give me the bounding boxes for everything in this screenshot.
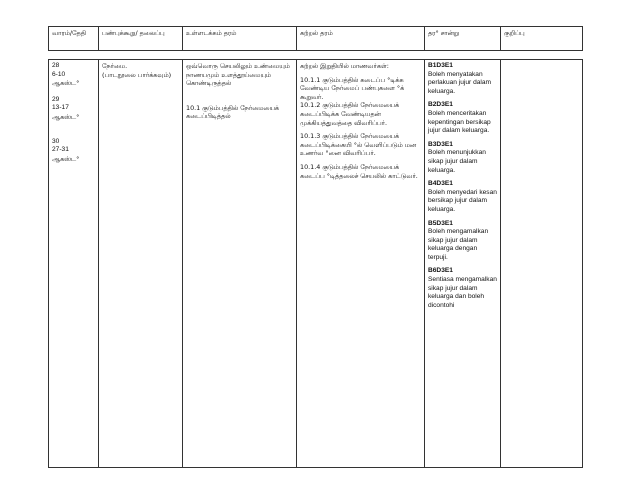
value-cell	[99, 60, 183, 468]
remarks-cell	[501, 60, 583, 468]
evidence-code: B2D3E1	[428, 101, 453, 109]
learning-standard-item: 10.1.1 குடும்பத்தில் கடைப்ப °டிக்க வேண்டிய நேர்மைப் பண்புகளை °க் கூறுவர்.	[300, 75, 405, 101]
week-dates: 13-17	[52, 104, 69, 112]
week-dates: 6-10	[52, 70, 66, 78]
learning-standard-item: 10.1.4 குடும்பத்தில் நேர்மையைக் கடைப்ப °டித்தலைச் செயலில் காட்டுவர்.	[300, 162, 418, 180]
evidence-text: Boleh mengamalkan sikap jujur dalam keluarga dengan terpuji.	[428, 228, 489, 261]
evidence-text: Boleh menyatakan perlakuan jujur dalam keluarga.	[428, 70, 492, 95]
evidence-code: B3D3E1	[428, 140, 453, 148]
evidence-code: B6D3E1	[428, 267, 453, 275]
header-content-standard: உள்ளடக்கம் தரம்	[183, 27, 297, 51]
week-num: 29	[52, 95, 60, 103]
week-month: ஆகஸ்ட°	[52, 79, 80, 88]
evidence-text: Boleh menceritakan kepentingan bersikap jujur dalam keluarga.	[428, 109, 491, 135]
week-cell	[49, 60, 99, 468]
learning-standard-item: 10.1.2 குடும்பத்தில் நேர்மையைக் கடைப்பிடிக்க வேண்டியதன் முக்கியத்துவத்தை விவரிப்பர்.	[300, 101, 400, 127]
evidence-text: Boleh menunjukkan sikap jujur dalam keluarga.	[428, 149, 486, 174]
header-remarks: குறிப்பு	[501, 27, 583, 51]
value-title: நேர்மை.	[102, 62, 128, 70]
evidence-cell	[425, 60, 501, 468]
header-learning-standard: கற்றல் தரம்	[297, 27, 425, 51]
content-standard-cell	[183, 60, 297, 468]
lesson-row	[49, 60, 583, 468]
learning-standard-cell	[297, 60, 425, 468]
lesson-table	[48, 59, 583, 468]
evidence-code: B4D3E1	[428, 180, 453, 188]
week-month: ஆகஸ்ட°	[52, 154, 80, 163]
header-row	[49, 27, 583, 51]
header-week-date: வாரம்/தேதி	[49, 27, 99, 51]
evidence-text: Boleh menyedari kesan bersikap jujur dalam keluarga.	[428, 188, 497, 213]
evidence-code: B5D3E1	[428, 219, 453, 227]
week-month: ஆகஸ்ட°	[52, 112, 80, 121]
learning-standard-intro: கற்றல் இறுதியில் மாணவர்கள்:	[300, 62, 389, 70]
header-table	[48, 26, 583, 51]
content-standard-intro: ஒவ்வொரு செயலிலும் உண்மையும் நாணயமும் உளத்தூய்மையும் கொண்டிருத்தல்	[186, 62, 290, 88]
evidence-code: B1D3E1	[428, 62, 453, 69]
header-value-title: பண்புக்கூறு/ தலைப்பு	[99, 27, 183, 51]
header-evidence: தர° சான்று	[425, 27, 501, 51]
learning-standard-item: 10.1.3 குடும்பத்தில் நேர்மையைக் கடைப்பிடிக்கையி °ல் வெளிப்படும் மன உணர்வ °னை விவரிப்பர்.	[300, 132, 417, 158]
week-dates: 27-31	[52, 146, 69, 154]
value-subtitle: (பாடநூலை பார்க்கவும்)	[102, 70, 172, 79]
week-num: 28	[52, 62, 60, 69]
content-standard-item: 10.1 குடும்பத்தில் நேர்மையைக் கடைப்பிடித்தல்	[186, 103, 280, 121]
week-num: 30	[52, 137, 60, 145]
evidence-text: Sentiasa mengamalkan sikap jujur dalam keluarga dan boleh dicontohi	[428, 276, 497, 309]
